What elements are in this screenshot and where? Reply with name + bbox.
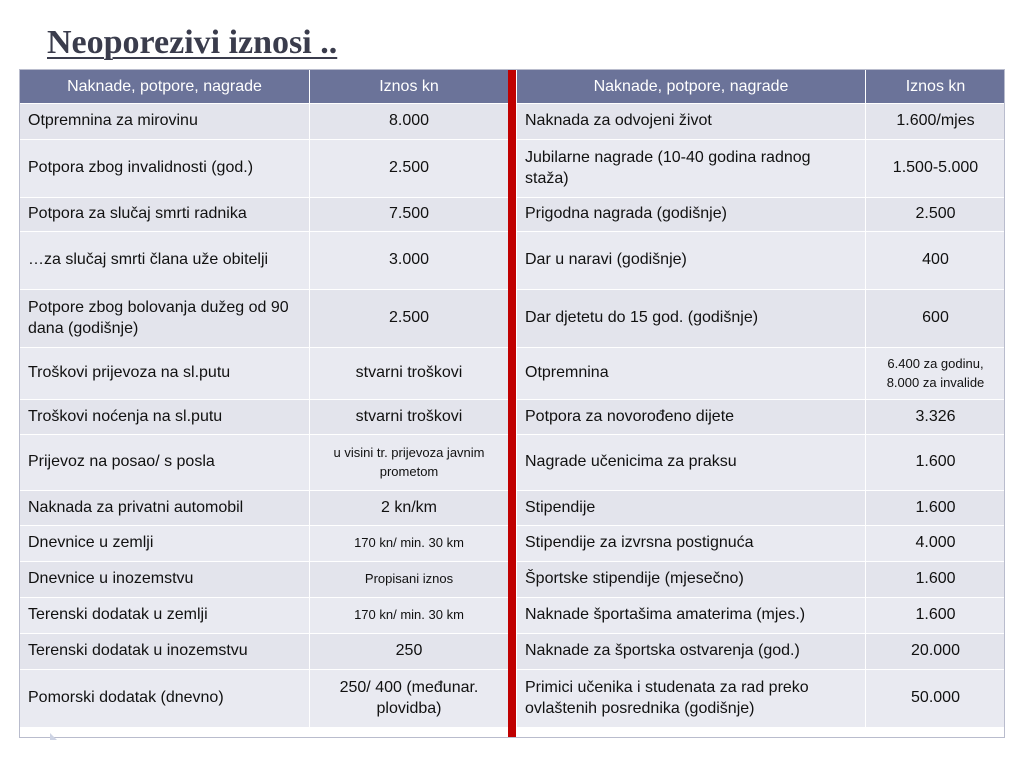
row-value: u visini tr. prijevoza javnim prometom	[310, 435, 509, 491]
row-name: Prijevoz na posao/ s posla	[20, 435, 310, 491]
table-row	[20, 140, 509, 198]
row-value: stvarni troškovi	[310, 348, 509, 400]
row-value: 1.600	[866, 435, 1006, 491]
row-value: 8.000	[310, 104, 509, 140]
column-header-amount: Iznos kn	[866, 70, 1006, 104]
row-value: 400	[866, 232, 1006, 290]
left-table	[19, 69, 509, 728]
row-value: 600	[866, 290, 1006, 348]
table-row	[20, 198, 509, 232]
row-name: Troškovi prijevoza na sl.putu	[20, 348, 310, 400]
row-name: Potpora zbog invalidnosti (god.)	[20, 140, 310, 198]
table-row	[20, 435, 509, 491]
table-row	[20, 104, 509, 140]
table-row	[517, 290, 1006, 348]
row-value: 2.500	[310, 290, 509, 348]
row-value: 6.400 za godinu, 8.000 za invalide	[866, 348, 1006, 400]
row-value: 1.600	[866, 562, 1006, 598]
row-name: Potpora za slučaj smrti radnika	[20, 198, 310, 232]
row-name: Dnevnice u inozemstvu	[20, 562, 310, 598]
table-row	[517, 140, 1006, 198]
row-value: stvarni troškovi	[310, 400, 509, 435]
corner-triangle-icon	[50, 733, 57, 740]
row-value: 2 kn/km	[310, 491, 509, 526]
row-value: 170 kn/ min. 30 km	[310, 598, 509, 634]
row-value: 2.500	[310, 140, 509, 198]
row-name: Nagrade učenicima za praksu	[517, 435, 866, 491]
row-name: Naknada za privatni automobil	[20, 491, 310, 526]
row-name: Dnevnice u zemlji	[20, 526, 310, 562]
table-row	[517, 491, 1006, 526]
row-name: Naknada za odvojeni život	[517, 104, 866, 140]
column-header-name: Naknade, potpore, nagrade	[20, 70, 310, 104]
row-name: Naknade športašima amaterima (mjes.)	[517, 598, 866, 634]
row-name: Otpremnina za mirovinu	[20, 104, 310, 140]
row-name: Potpore zbog bolovanja dužeg od 90 dana (godišnje)	[20, 290, 310, 348]
row-name: Pomorski dodatak (dnevno)	[20, 670, 310, 728]
table-row	[517, 634, 1006, 670]
table-row	[517, 562, 1006, 598]
row-name: Športske stipendije (mjesečno)	[517, 562, 866, 598]
row-value: 1.500-5.000	[866, 140, 1006, 198]
row-name: Prigodna nagrada (godišnje)	[517, 198, 866, 232]
row-value: 250/ 400 (međunar. plovidba)	[310, 670, 509, 728]
row-name: …za slučaj smrti člana uže obitelji	[20, 232, 310, 290]
row-value: 20.000	[866, 634, 1006, 670]
row-value: 3.326	[866, 400, 1006, 435]
table-row	[20, 290, 509, 348]
row-name: Terenski dodatak u inozemstvu	[20, 634, 310, 670]
row-value: 250	[310, 634, 509, 670]
column-header-name: Naknade, potpore, nagrade	[517, 70, 866, 104]
table-row	[517, 670, 1006, 728]
page-title: Neoporezivi iznosi ..	[47, 24, 338, 61]
row-name: Primici učenika i studenata za rad preko ovlaštenih posrednika (godišnje)	[517, 670, 866, 728]
row-name: Stipendije za izvrsna postignuća	[517, 526, 866, 562]
center-divider	[508, 69, 516, 738]
table-row	[20, 634, 509, 670]
table-row	[20, 670, 509, 728]
table-row	[20, 348, 509, 400]
row-value: 1.600	[866, 598, 1006, 634]
table-row	[517, 104, 1006, 140]
table-row	[517, 198, 1006, 232]
row-value: 3.000	[310, 232, 509, 290]
table-row	[20, 491, 509, 526]
row-name: Dar djetetu do 15 god. (godišnje)	[517, 290, 866, 348]
table-row	[517, 232, 1006, 290]
row-value: 1.600/mjes	[866, 104, 1006, 140]
table-row	[517, 526, 1006, 562]
row-name: Potpora za novorođeno dijete	[517, 400, 866, 435]
table-header-row	[20, 70, 509, 104]
right-table	[516, 69, 1006, 728]
row-value: 4.000	[866, 526, 1006, 562]
table-row	[20, 526, 509, 562]
row-name: Dar u naravi (godišnje)	[517, 232, 866, 290]
row-value: 7.500	[310, 198, 509, 232]
table-header-row	[517, 70, 1006, 104]
table-row	[517, 598, 1006, 634]
row-name: Jubilarne nagrade (10-40 godina radnog staža)	[517, 140, 866, 198]
table-row	[20, 562, 509, 598]
table-row	[20, 598, 509, 634]
row-value: 2.500	[866, 198, 1006, 232]
row-name: Otpremnina	[517, 348, 866, 400]
row-value: 1.600	[866, 491, 1006, 526]
row-value: 170 kn/ min. 30 km	[310, 526, 509, 562]
table-row	[517, 400, 1006, 435]
row-name: Naknade za športska ostvarenja (god.)	[517, 634, 866, 670]
table-row	[20, 232, 509, 290]
row-value: 50.000	[866, 670, 1006, 728]
row-value: Propisani iznos	[310, 562, 509, 598]
table-row	[517, 435, 1006, 491]
table-row	[20, 400, 509, 435]
table-row	[517, 348, 1006, 400]
column-header-amount: Iznos kn	[310, 70, 509, 104]
row-name: Stipendije	[517, 491, 866, 526]
row-name: Terenski dodatak u zemlji	[20, 598, 310, 634]
row-name: Troškovi noćenja na sl.putu	[20, 400, 310, 435]
